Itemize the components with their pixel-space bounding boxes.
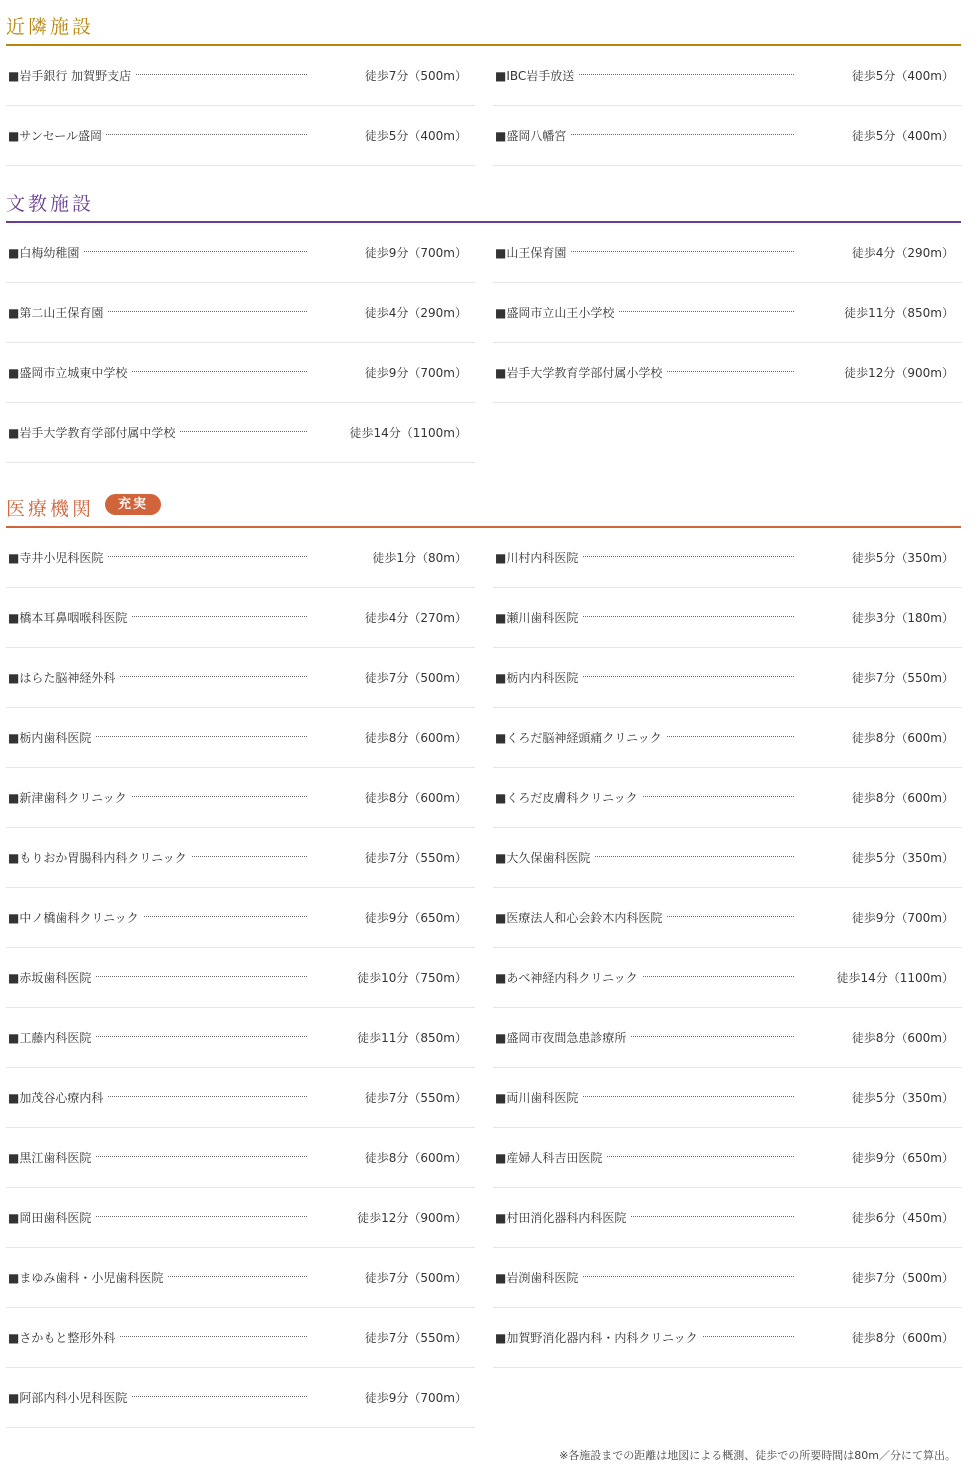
facility-name: ■岩手大学教育学部付属中学校 [8, 424, 179, 441]
facility-name: ■第二山王保育園 [8, 304, 107, 321]
facility-item [6, 223, 475, 283]
facility-name: ■産婦人科吉田医院 [495, 1149, 606, 1166]
facility-distance: 徒歩4分（290m） [364, 306, 467, 320]
facility-distance: 徒歩8分（600m） [851, 791, 954, 805]
section-title-bar [6, 0, 961, 46]
section-title-bar [6, 177, 961, 223]
facility-name: ■岡田歯科医院 [8, 1209, 95, 1226]
facility-name: ■さかもと整形外科 [8, 1329, 119, 1346]
facility-distance: 徒歩12分（900m） [357, 1211, 467, 1225]
facility-item [493, 528, 962, 588]
facility-name: ■川村内科医院 [495, 549, 582, 566]
facility-distance: 徒歩7分（550m） [364, 1331, 467, 1345]
facility-distance: 徒歩7分（550m） [364, 851, 467, 865]
facility-item [6, 708, 475, 768]
facility-item [6, 403, 475, 463]
facility-distance: 徒歩8分（600m） [851, 1331, 954, 1345]
facility-name: ■まゆみ歯科・小児歯科医院 [8, 1269, 167, 1286]
facility-name: ■中ノ橋歯科クリニック [8, 909, 143, 926]
facility-item [6, 1368, 475, 1428]
facility-name: ■両川歯科医院 [495, 1089, 582, 1106]
facility-item [6, 648, 475, 708]
facility-name: ■加茂谷心療内科 [8, 1089, 107, 1106]
facility-name: ■盛岡八幡宮 [495, 127, 570, 144]
facility-distance: 徒歩7分（500m） [851, 1271, 954, 1285]
facility-name: ■加賀野消化器内科・内科クリニック [495, 1329, 702, 1346]
facility-item [493, 828, 962, 888]
facility-distance: 徒歩5分（350m） [851, 1091, 954, 1105]
facility-item [6, 283, 475, 343]
facility-item [493, 343, 962, 403]
facility-name: ■山王保育園 [495, 244, 570, 261]
facility-item [493, 1248, 962, 1308]
facility-distance: 徒歩12分（900m） [844, 366, 954, 380]
facility-item [6, 1308, 475, 1368]
facility-distance: 徒歩14分（1100m） [836, 971, 954, 985]
facility-distance: 徒歩9分（700m） [364, 1391, 467, 1405]
facility-name: ■大久保歯科医院 [495, 849, 594, 866]
facility-distance: 徒歩4分（270m） [364, 611, 467, 625]
section-title: 文教施設 [6, 193, 95, 215]
facility-item [493, 648, 962, 708]
facility-distance: 徒歩8分（600m） [364, 791, 467, 805]
section-iryo [6, 482, 961, 1428]
facility-distance: 徒歩11分（850m） [844, 306, 954, 320]
facility-distance: 徒歩5分（350m） [851, 851, 954, 865]
facility-item [6, 1188, 475, 1248]
facility-name: ■医療法人和心会鈴木内科医院 [495, 909, 666, 926]
facility-name: ■岩手大学教育学部付属小学校 [495, 364, 666, 381]
facility-distance: 徒歩9分（650m） [851, 1151, 954, 1165]
facility-item [493, 948, 962, 1008]
facility-distance: 徒歩3分（180m） [851, 611, 954, 625]
facility-name: ■工藤内科医院 [8, 1029, 95, 1046]
facility-name: ■岩手銀行 加賀野支店 [8, 67, 135, 84]
facility-item [493, 223, 962, 283]
facility-item [493, 708, 962, 768]
facility-item [493, 1308, 962, 1368]
facility-item [493, 1068, 962, 1128]
facility-item [493, 1188, 962, 1248]
section-title-bar [6, 482, 961, 528]
facility-name: ■赤坂歯科医院 [8, 969, 95, 986]
facility-item [493, 46, 962, 106]
jujitsu-badge: 充実 [105, 494, 161, 515]
facility-name: ■橋本耳鼻咽喉科医院 [8, 609, 131, 626]
facility-item [493, 1008, 962, 1068]
facility-item [6, 528, 475, 588]
facility-distance: 徒歩8分（600m） [364, 1151, 467, 1165]
facility-name: ■盛岡市立山王小学校 [495, 304, 618, 321]
facility-distance: 徒歩8分（600m） [851, 1031, 954, 1045]
facility-name: ■栃内内科医院 [495, 669, 582, 686]
facility-distance: 徒歩5分（400m） [851, 129, 954, 143]
facility-distance: 徒歩8分（600m） [851, 731, 954, 745]
facility-name: ■白梅幼稚園 [8, 244, 83, 261]
facility-distance: 徒歩7分（500m） [364, 1271, 467, 1285]
facility-distance: 徒歩5分（350m） [851, 551, 954, 565]
facility-name: ■阿部内科小児科医院 [8, 1389, 131, 1406]
facility-distance: 徒歩7分（500m） [364, 671, 467, 685]
facility-name: ■もりおか胃腸科内科クリニック [8, 849, 191, 866]
facility-name: ■栃内歯科医院 [8, 729, 95, 746]
facility-distance: 徒歩9分（700m） [364, 366, 467, 380]
facility-item [6, 588, 475, 648]
facility-item [493, 588, 962, 648]
facility-item [6, 1248, 475, 1308]
facility-item [6, 888, 475, 948]
facility-distance: 徒歩5分（400m） [851, 69, 954, 83]
facility-distance: 徒歩7分（550m） [851, 671, 954, 685]
facility-distance: 徒歩7分（550m） [364, 1091, 467, 1105]
facility-distance: 徒歩5分（400m） [364, 129, 467, 143]
facility-distance: 徒歩1分（80m） [372, 551, 467, 565]
facility-distance: 徒歩9分（650m） [364, 911, 467, 925]
section-title: 近隣施設 [6, 16, 95, 38]
facility-distance: 徒歩7分（500m） [364, 69, 467, 83]
facility-distance: 徒歩4分（290m） [851, 246, 954, 260]
facility-item [6, 1128, 475, 1188]
facility-name: ■瀬川歯科医院 [495, 609, 582, 626]
facility-grid [6, 46, 961, 166]
facility-distance: 徒歩14分（1100m） [349, 426, 467, 440]
facility-distance: 徒歩11分（850m） [357, 1031, 467, 1045]
facility-item [6, 828, 475, 888]
facility-name: ■黒江歯科医院 [8, 1149, 95, 1166]
section-title: 医療機関 [6, 498, 95, 520]
facility-name: ■くろだ脳神経頭痛クリニック [495, 729, 666, 746]
facility-item [493, 283, 962, 343]
facility-item [493, 106, 962, 166]
facility-name: ■サンセール盛岡 [8, 127, 106, 144]
facility-distance: 徒歩9分（700m） [851, 911, 954, 925]
facility-distance: 徒歩10分（750m） [357, 971, 467, 985]
facility-item [493, 768, 962, 828]
facility-grid [6, 528, 961, 1428]
facility-name: ■盛岡市夜間急患診療所 [495, 1029, 630, 1046]
facility-distance: 徒歩8分（600m） [364, 731, 467, 745]
facility-name: ■村田消化器科内科医院 [495, 1209, 630, 1226]
facility-item [493, 888, 962, 948]
facility-name: ■寺井小児科医院 [8, 549, 107, 566]
facility-item [6, 1008, 475, 1068]
facility-item [493, 1128, 962, 1188]
facility-item [6, 343, 475, 403]
facility-grid [6, 223, 961, 463]
facility-name: ■はらた脳神経外科 [8, 669, 119, 686]
section-bunkyo [6, 177, 961, 463]
section-kinrin [6, 0, 961, 166]
facility-name: ■盛岡市立城東中学校 [8, 364, 131, 381]
facility-name: ■くろだ皮膚科クリニック [495, 789, 642, 806]
facility-item [6, 768, 475, 828]
facility-distance: 徒歩9分（700m） [364, 246, 467, 260]
facility-item [6, 106, 475, 166]
facility-distance: 徒歩6分（450m） [851, 1211, 954, 1225]
facility-item [6, 1068, 475, 1128]
footnote: ※各施設までの距離は地図による概測、徒歩での所要時間は80m／分にて算出。 [559, 1449, 956, 1462]
facility-name: ■IBC岩手放送 [495, 67, 578, 84]
facility-item [6, 46, 475, 106]
facility-name: ■岩渕歯科医院 [495, 1269, 582, 1286]
facility-name: ■あべ神経内科クリニック [495, 969, 642, 986]
facility-item [6, 948, 475, 1008]
facility-name: ■新津歯科クリニック [8, 789, 131, 806]
